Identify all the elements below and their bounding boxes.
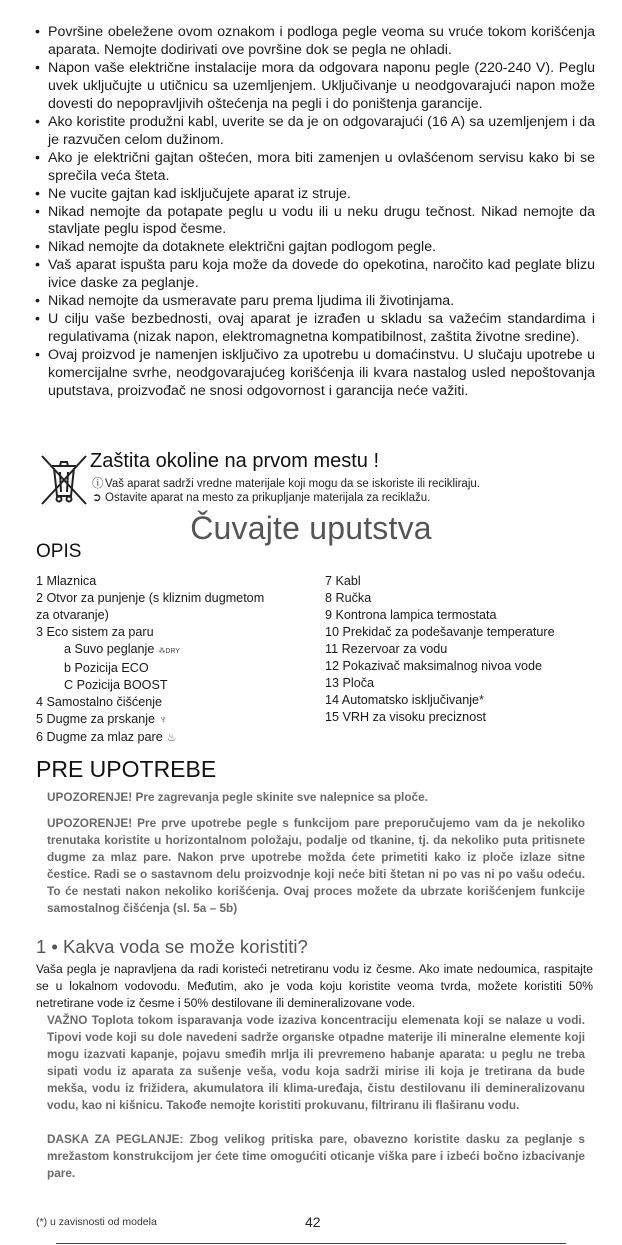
environment-note-collect: ➲ Ostavite aparat na mesto za prikupljanje materijala za reciklažu. — [92, 492, 431, 504]
safety-item: • Ovaj proizvod je namenjen isključivo za upotrebu u domaćinstvu. U slučaju upotrebe u komercijalne svrhe, neodgovarajućeg korišćenja ili kvara nastalog usled nepoštovanja uputstava, proizvođač ne snosi odgovornost i garancija neće važiti. — [35, 347, 595, 401]
safety-item: • Nikad nemojte da potapate peglu u vodu ili u neku drugu tečnost. Nikad nemojte da stavljate peglu ispod česme. — [35, 204, 595, 240]
part-item: 4 Samostalno čišćenje — [36, 695, 163, 709]
safety-item: • U cilju vaše bezbednosti, ovaj aparat je izrađen u skladu sa važećim standardima i regulativama (nizak napon, elektromagnetna kompatibilnost, zaštita životne sredine). — [35, 311, 595, 347]
part-item: 14 Automatsko isključivanje* — [325, 693, 484, 707]
part-subitem: b Pozicija ECO — [64, 661, 149, 675]
part-item: 15 VRH za visoku preciznost — [325, 710, 486, 724]
part-item: 1 Mlaznica — [36, 574, 97, 588]
environment-title: Zaštita okoline na prvom mestu ! — [90, 450, 380, 472]
ironing-board-note: DASKA ZA PEGLANJE: Zbog velikog pritiska pare, obavezno koristite dasku za peglanje s mrežastom konstrukcijom jer ćete time omogućiti oticanje viška pare i izbeći bočno izbacivanje pare. — [47, 1132, 585, 1181]
footnote: (*) u zavisnosti od modela — [36, 1216, 157, 1228]
dry-icon: ⁂DRY — [158, 648, 180, 655]
safety-item: • Vaš aparat ispušta paru koja može da dovede do opekotina, naročito kad peglate blizu ivice daske za peglanje. — [35, 257, 595, 293]
section-water-heading: 1 • Kakva voda se može koristiti? — [36, 936, 308, 957]
safety-item: • Nikad nemojte da dotaknete električni gajtan podlogom pegle. — [35, 239, 595, 257]
arrow-icon: ➲ — [92, 492, 102, 504]
safety-item: • Površine obeležene ovom oznakom i podloga pegle veoma su vruće tokom korišćenja aparata. Nemojte dodirivati ove površine dok se pegla ne ohladi. — [35, 24, 595, 60]
parts-list-left — [36, 573, 306, 747]
section-water-body: Vaša pegla je napravljena da radi koristeći netretiranu vodu iz česme. Ako imate nedoumica, raspitajte se u lokalnom vodovodu. Međutim, ako je voda koju koristite veoma tvrda, možete koristiti 50% netretirane vode iz česme i 50% destilovane ili demineralizovane vode. — [36, 962, 593, 1010]
bottom-divider — [56, 1243, 566, 1244]
environment-note-recycle: ⓘ Vaš aparat sadrži vredne materijale koji mogu da se iskoriste ili recikliraju. — [92, 475, 480, 491]
crossed-bin-icon — [38, 452, 90, 508]
part-item: 2 Otvor za punjenje (s kliznim dugmetom — [36, 591, 265, 605]
part-item: 12 Pokazivač maksimalnog nivoa vode — [325, 659, 543, 673]
page-number: 42 — [305, 1214, 321, 1230]
safety-item: • Napon vaše električne instalacije mora da odgovara naponu pegle (220-240 V). Peglu uvek uključujte u utičnicu sa uzemljenjem. Uključivanje u neodgovarajući napon može dovesti do nepopravljivih oštećenja na pegli i do poništenja garancije. — [35, 60, 595, 114]
before-use-heading: PRE UPOTREBE — [36, 756, 217, 782]
part-item: 3 Eco sistem za paru — [36, 625, 154, 639]
safety-item: • Ako koristite produžni kabl, uverite se da je on odgovarajući (16 A) sa uzemljenjem i da je razvučen celom dužinom. — [35, 114, 595, 150]
parts-list-right — [325, 573, 595, 726]
important-note: VAŽNO Toplota tokom isparavanja vode izaziva koncentraciju elemenata koji se nalaze u vodi. Tipovi vode koji su dole navedeni sadrže organske otpadne materije ili mineralne elemente koji mogu izazvati kapanje, pojavu smeđih mrlja ili prevremeno habanje aparata: u peglu ne treba sipati vodu iz aparata za sušenje veša, vodu koja sadrži mirise ili koja je tretirana da bude mekša, vodu iz frižidera, akumulatora ili klima-uređaja, čistu destilovanu ili demineralizovanu vodu, kao ni kišnicu. Takođe nemojte koristiti prokuvanu, filtriranu ili flaširanu vodu. — [47, 1013, 585, 1113]
part-item: 7 Kabl — [325, 574, 361, 588]
info-icon: ⓘ — [92, 478, 104, 490]
part-subitem: C Pozicija BOOST — [64, 678, 168, 692]
warning-first-use: UPOZORENJE! Pre prve upotrebe pegle s funkcijom pare preporučujemo vam da je nekoliko trenutaka koristite u horizontalnom položaju, podalje od tkanine, tj. da nekoliko puta pritisnete dugme za mlaz pare. Nakon prve upotrebe možda ćete primetiti kako iz ploče izlaze sitne čestice. Radi se o sastavnom delu proizvodnje koji neće biti štetan ni po vas ni po vašu odeću. To će nestati nakon nekoliko korišćenja. Ovaj proces možete da ubrzate korišćenjem funkcije samostalnog čišćenja (sl. 5a – 5b) — [47, 816, 585, 916]
safety-item: • Nikad nemojte da usmeravate paru prema ljudima ili životinjama. — [35, 293, 595, 311]
part-item: 13 Ploča — [325, 676, 375, 690]
spray-icon: ♆ — [159, 714, 168, 726]
keep-instructions-title: Čuvajte uputstva — [190, 510, 432, 546]
steam-icon: ♨ — [166, 732, 177, 744]
part-subitem: a Suvo peglanje ⁂DRY — [64, 642, 180, 656]
safety-item: • Ne vucite gajtan kad isključujete aparat iz struje. — [35, 186, 595, 204]
part-item: 5 Dugme za prskanje ♆ — [36, 712, 168, 726]
safety-item: • Ako je električni gajtan oštećen, mora biti zamenjen u ovlašćenom servisu kako bi se sprečila veća šteta. — [35, 150, 595, 186]
part-item: 10 Prekidač za podešavanje temperature — [325, 625, 555, 639]
safety-list — [35, 24, 595, 401]
part-item: 6 Dugme za mlaz pare ♨ — [36, 730, 177, 744]
warning-stickers: UPOZORENJE! Pre zagrevanja pegle skinite sve nalepnice sa ploče. — [47, 790, 428, 804]
part-item: 9 Kontrona lampica termostata — [325, 608, 497, 622]
part-item: 8 Ručka — [325, 591, 372, 605]
description-heading: OPIS — [36, 541, 82, 562]
part-item: za otvaranje) — [36, 608, 109, 622]
part-item: 11 Rezervoar za vodu — [325, 642, 448, 656]
